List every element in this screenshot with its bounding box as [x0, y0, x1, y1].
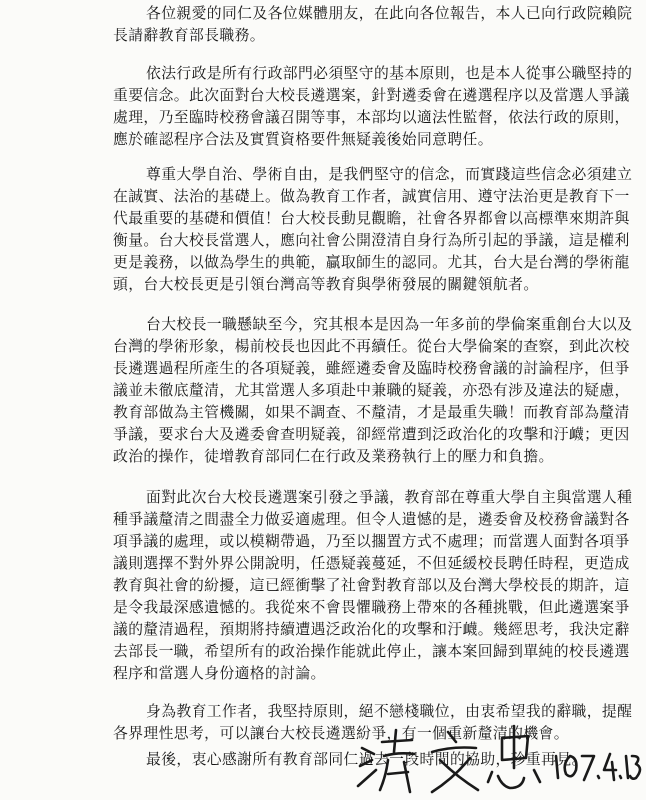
paragraph-line: 爭議，要求台大及遴委會查明疑義，卻經常遭到泛政治化的攻擊和汙衊；更因 — [113, 426, 630, 443]
paragraph-line: 去部長一職，希望所有的政治操作能就此停止，讓本案回歸到單純的校長遴選 — [113, 643, 630, 660]
paragraph-line: 尊重大學自治、學術自由，是我們堅守的信念，而實踐這些信念必須建立 — [146, 166, 633, 183]
paragraph-line: 在誠實、法治的基礎上。做為教育工作者，誠實信用、遵守法治更是教育下一 — [113, 188, 630, 205]
paragraph-line: 議的釐清過程，預期將持續遭遇泛政治化的攻擊和汙衊。幾經思考，我決定辭 — [113, 621, 630, 638]
paragraph-line: 最後，衷心感謝所有教育部同仁過去一段時間的協助，珍重再見。 — [146, 751, 587, 768]
paragraph-line: 台灣的學術形象，楊前校長也因此不再續任。從台大學倫案的查察，到此次校 — [113, 338, 630, 355]
paragraph-line: 代最重要的基礎和價值！台大校長動見觀瞻，社會各界都會以高標準來期許與 — [113, 210, 630, 227]
signature-stroke — [488, 726, 540, 788]
signature-stroke — [358, 748, 376, 786]
paragraph-line: 是令我最深感遺憾的。我從來不會畏懼職務上帶來的各種挑戰，但此遴選案爭 — [113, 599, 630, 616]
paragraph-line: 政治的操作，徒增教育部同仁在行政及業務執行上的壓力和負擔。 — [113, 448, 554, 465]
paragraph-line: 各界理性思考，可以讓台大校長遴選紛爭，有一個重新釐清的機會。 — [113, 725, 569, 742]
paragraph-line: 程序和當選人身份適格的討論。 — [113, 665, 326, 682]
paragraph-line: 種爭議釐清之間盡全力做妥適處理。但令人遺憾的是，遴委會及校務會議對各 — [113, 511, 630, 528]
paragraph-line: 身為教育工作者，我堅持原則，絕不戀棧職位，由衷希望我的辭職，提醒 — [146, 703, 633, 720]
paragraph-line: 台大校長一職懸缺至今，究其根本是因為一年多前的學倫案重創台大以及 — [146, 316, 633, 333]
paragraph-line: 議則選擇不對外界公開說明，任憑疑義蔓延，不但延緩校長聘任時程，更造成 — [113, 555, 630, 572]
signature-stroke — [432, 732, 478, 792]
signature-stroke — [556, 756, 558, 778]
signature-stroke — [630, 756, 640, 779]
handwritten-signature — [352, 712, 642, 798]
paragraph-line: 長遴選過程所產生的各項疑義，雖經遴委會及臨時校務會議的討論程序，但爭 — [113, 360, 630, 377]
paragraph-line: 處理，乃至臨時校務會議召開等事，本部均以適法性監督，依法行政的原則， — [113, 109, 630, 126]
paragraph-line: 衡量。台大校長當選人，應向社會公開澄清自身行為所引起的爭議，這是權利 — [113, 232, 630, 249]
paragraph-line: 頭，台大校長更是引領台灣高等教育與學術發展的關鍵領航者。 — [113, 276, 539, 293]
paragraph-line: 依法行政是所有行政部門必須堅守的基本原則，也是本人從事公職堅持的 — [146, 65, 633, 82]
paragraph-line: 重要信念。此次面對台大校長遴選案，針對遴委會在遴選程序以及當選人爭議 — [113, 87, 630, 104]
signature-stroke — [582, 756, 594, 780]
paragraph-line: 教育部做為主管機關，如果不調查、不釐清，才是最重失職！而教育部為釐清 — [113, 404, 630, 421]
paragraph-line: 應於確認程序合法及實質資格要件無疑義後始同意聘任。 — [113, 131, 493, 148]
paragraph-line: 項爭議的處理，或以模糊帶過，乃至以擱置方式不處理；而當選人面對各項爭 — [113, 533, 630, 550]
paragraph-line: 更是義務，以做為學生的典範，贏取師生的認同。尤其，台大是台灣的學術龍 — [113, 254, 630, 271]
paragraph-line: 各位親愛的同仁及各位媒體朋友，在此向各位報告，本人已向行政院賴院 — [146, 5, 633, 22]
signature-stroke — [380, 730, 414, 792]
paragraph-line: 議並未徹底釐清，尤其當選人多項赴中兼職的疑義，亦恐有涉及違法的疑慮， — [113, 382, 630, 399]
signature-stroke — [604, 754, 616, 780]
paragraph-line: 教育與社會的紛擾，這已經衝擊了社會對教育部以及台灣大學校長的期許，這 — [113, 577, 630, 594]
signature-stroke — [620, 776, 621, 778]
signature-stroke — [626, 756, 628, 778]
paragraph-line: 長請辭教育部長職務。 — [113, 27, 265, 44]
signature-drawing — [352, 712, 642, 798]
signature-stroke — [598, 776, 599, 778]
signature-stroke — [565, 756, 577, 776]
paragraph-line: 面對此次台大校長遴選案引發之爭議，教育部在尊重大學自主與當選人種 — [146, 489, 633, 506]
